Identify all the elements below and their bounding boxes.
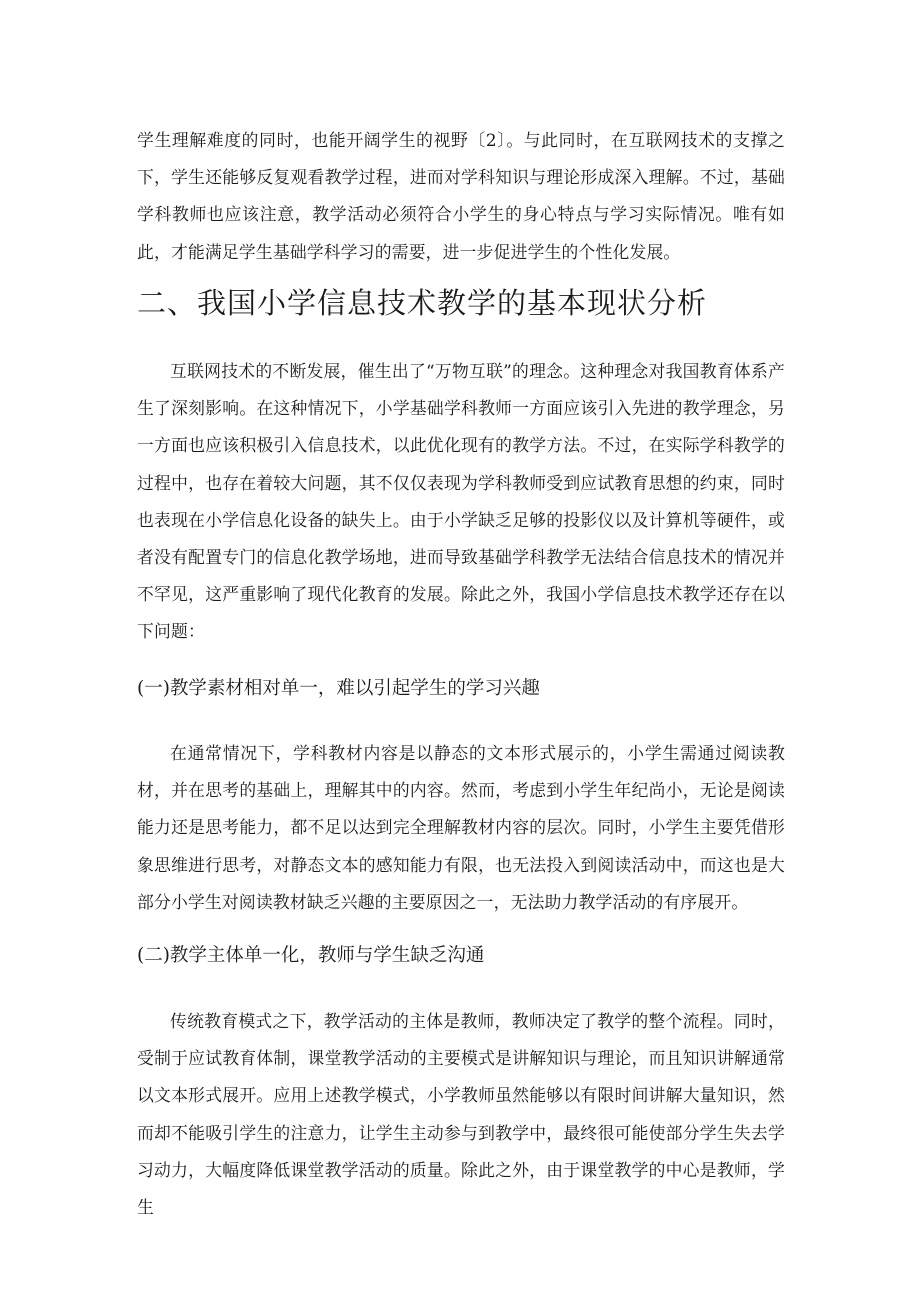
section-heading: 二、我国小学信息技术教学的基本现状分析 xyxy=(137,286,708,320)
body-paragraph-4: 传统教育模式之下，教学活动的主体是教师，教师决定了教学的整个流程。同时，受制于应试教育体制，课堂教学活动的主要模式是讲解知识与理论，而且知识讲解通常以文本形式展开。应用上述教学模式，小学教师虽然能够以有限时间讲解大量知识，然而却不能吸引学生的注意力，让学生主动参与到教学中，最终很可能使部分学生失去学习动力，大幅度降低课堂教学活动的质量。除此之外，由于课堂教学的中心是教师，学生 xyxy=(137,1011,785,1218)
body-paragraph-3: 在通常情况下，学科教材内容是以静态的文本形式展示的，小学生需通过阅读教材，并在思考的基础上，理解其中的内容。然而，考虑到小学生年纪尚小，无论是阅读能力还是思考能力，都不足以达到完全理解教材内容的层次。同时，小学生主要凭借形象思维进行思考，对静态文本的感知能力有限，也无法投入到阅读活动中，而这也是大部分小学生对阅读教材缺乏兴趣的主要原因之一，无法助力教学活动的有序展开。 xyxy=(137,743,785,912)
body-paragraph-1: 学生理解难度的同时，也能开阔学生的视野〔2〕。与此同时，在互联网技术的支撑之下，学生还能够反复观看教学过程，进而对学科知识与理论形成深入理解。不过，基础学科教师也应该注意，教学活动必须符合小学生的身心特点与学习实际情况。唯有如此，才能满足学生基础学科学习的需要，进一步促进学生的个性化发展。 xyxy=(137,130,785,262)
body-paragraph-2: 互联网技术的不断发展，催生出了“万物互联”的理念。这种理念对我国教育体系产生了深刻影响。在这种情况下，小学基础学科教师一方面应该引入先进的教学理念，另一方面也应该积极引入信息技术，以此优化现有的教学方法。不过，在实际学科教学的过程中，也存在着较大问题，其不仅仅表现为学科教师受到应试教育思想的约束，同时也表现在小学信息化设备的缺失上。由于小学缺乏足够的投影仪以及计算机等硬件，或者没有配置专门的信息化教学场地，进而导致基础学科教学无法结合信息技术的情况并不罕见，这严重影响了现代化教育的发展。除此之外，我国小学信息技术教学还存在以下问题： xyxy=(137,361,785,642)
subheading-1: (一)教学素材相对单一，难以引起学生的学习兴趣 xyxy=(137,678,540,699)
subheading-2: (二)教学主体单一化，教师与学生缺乏沟通 xyxy=(137,945,485,966)
